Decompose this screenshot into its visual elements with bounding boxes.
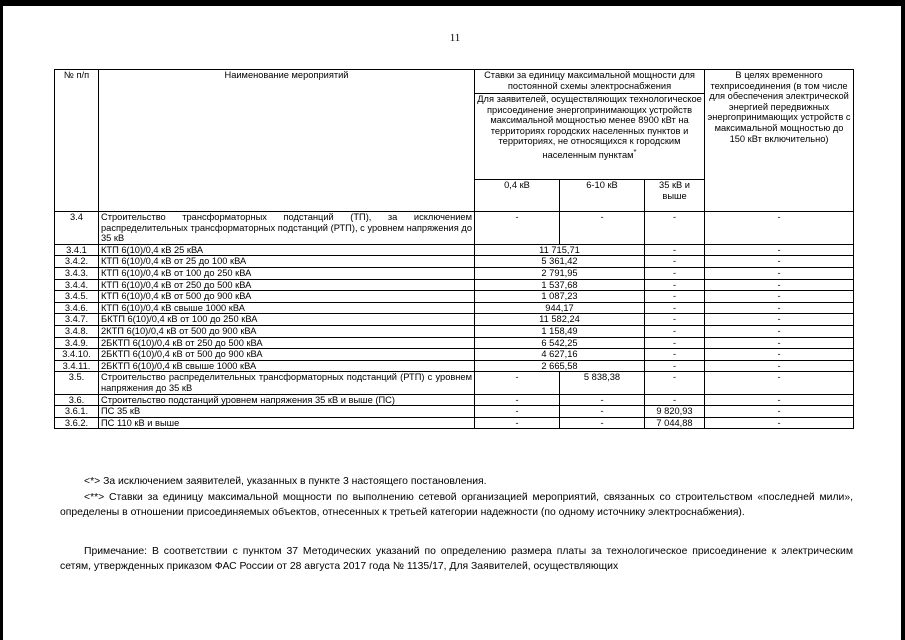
row-value-35kv: - — [645, 256, 705, 268]
row-value-6-10kv: - — [560, 406, 645, 418]
row-value-35kv: 7 044,88 — [645, 417, 705, 429]
row-value-35kv: - — [645, 279, 705, 291]
row-num: 3.5. — [55, 372, 99, 394]
row-name: КТП 6(10)/0,4 кВ 25 кВА — [99, 244, 475, 256]
row-value-temporary: - — [705, 360, 854, 372]
footnote-1: <*> За исключением заявителей, указанных в пункте 3 настоящего постановления. — [84, 476, 487, 487]
page-number: 11 — [449, 32, 461, 44]
table-row — [55, 212, 854, 245]
row-name: КТП 6(10)/0,4 кВ свыше 1000 кВА — [99, 302, 475, 314]
row-name: КТП 6(10)/0,4 кВ от 250 до 500 кВА — [99, 279, 475, 291]
table-row — [55, 279, 854, 291]
row-value-merged: 11 715,71 — [475, 244, 645, 256]
row-value-merged: 1 537,68 — [475, 279, 645, 291]
table-row — [55, 256, 854, 268]
row-num: 3.4.10. — [55, 349, 99, 361]
header-col-35kv: 35 кВ и выше — [645, 180, 705, 212]
row-value-35kv: - — [645, 394, 705, 406]
row-num: 3.4 — [55, 212, 99, 245]
table-row — [55, 360, 854, 372]
row-value-merged: 2 791,95 — [475, 267, 645, 279]
row-value-35kv: - — [645, 360, 705, 372]
row-name: 2БКТП 6(10)/0,4 кВ свыше 1000 кВА — [99, 360, 475, 372]
row-num: 3.4.3. — [55, 267, 99, 279]
row-value-35kv: - — [645, 314, 705, 326]
row-value-temporary: - — [705, 267, 854, 279]
row-name: КТП 6(10)/0,4 кВ от 500 до 900 кВА — [99, 291, 475, 303]
row-value-0-4kv: - — [475, 212, 560, 245]
row-value-35kv: - — [645, 337, 705, 349]
row-value-35kv: 9 820,93 — [645, 406, 705, 418]
row-value-35kv: - — [645, 325, 705, 337]
header-rates-subgroup — [475, 94, 705, 180]
row-num: 3.6.1. — [55, 406, 99, 418]
row-num: 3.4.8. — [55, 325, 99, 337]
row-value-temporary: - — [705, 349, 854, 361]
row-value-35kv: - — [645, 302, 705, 314]
table-row — [55, 372, 854, 394]
row-name: Строительство подстанций уровнем напряжения 35 кВ и выше (ПС) — [99, 394, 475, 406]
row-value-0-4kv: - — [475, 406, 560, 418]
row-num: 3.4.1 — [55, 244, 99, 256]
row-name: КТП 6(10)/0,4 кВ от 100 до 250 кВА — [99, 267, 475, 279]
row-value-6-10kv: - — [560, 417, 645, 429]
table-row — [55, 337, 854, 349]
row-value-6-10kv: - — [560, 212, 645, 245]
header-col-6-10kv: 6-10 кВ — [560, 180, 645, 212]
table-row — [55, 314, 854, 326]
row-value-temporary: - — [705, 325, 854, 337]
footnote-2: <**> Ставки за единицу максимальной мощности по выполнению сетевой организацией мероприятий, связанных со строительством «последней мили», определены в отношении присоединяемых объектов, отнесенных к третьей категории надежности (по одному источнику электроснабжения). — [60, 492, 853, 518]
row-num: 3.6. — [55, 394, 99, 406]
row-num: 3.6.2. — [55, 417, 99, 429]
row-value-6-10kv: 5 838,38 — [560, 372, 645, 394]
table-row — [55, 244, 854, 256]
row-value-temporary: - — [705, 406, 854, 418]
row-name: ПС 110 кВ и выше — [99, 417, 475, 429]
row-value-merged: 5 361,42 — [475, 256, 645, 268]
row-value-merged: 11 582,24 — [475, 314, 645, 326]
row-num: 3.4.9. — [55, 337, 99, 349]
row-name: Строительство распределительных трансформаторных подстанций (РТП) с уровнем напряжения до 35 кВ — [99, 372, 475, 394]
header-rates-group: Ставки за единицу максимальной мощности для постоянной схемы электроснабжения — [475, 70, 705, 94]
note-paragraph: Примечание: В соответствии с пунктом 37 Методических указаний по определению размера платы за технологическое присоединение к электрическим сетям, утвержденных приказом ФАС России от 28 августа 2017 года № 1135/17, Для Заявителей, осуществляющих — [60, 546, 853, 572]
row-value-merged: 6 542,25 — [475, 337, 645, 349]
row-value-temporary: - — [705, 302, 854, 314]
row-value-35kv: - — [645, 267, 705, 279]
header-rates-subgroup-text: Для заявителей, осуществляющих технологическое присоединение энергопринимающих устройств максимальной мощностью менее 8900 кВт на территориях городских населенных пунктов и территориях, не относящихся к городским населенным пунктам — [477, 94, 702, 161]
row-value-temporary: - — [705, 372, 854, 394]
table-row — [55, 394, 854, 406]
header-num: № п/п — [55, 70, 99, 212]
row-name: 2БКТП 6(10)/0,4 кВ от 250 до 500 кВА — [99, 337, 475, 349]
row-value-35kv: - — [645, 244, 705, 256]
row-name: БКТП 6(10)/0,4 кВ от 100 до 250 кВА — [99, 314, 475, 326]
header-rates-subgroup-mark: * — [633, 146, 637, 156]
scan-border-top — [0, 0, 905, 6]
rates-table — [54, 69, 854, 429]
row-value-merged: 4 627,16 — [475, 349, 645, 361]
row-value-35kv: - — [645, 349, 705, 361]
row-value-temporary: - — [705, 279, 854, 291]
scan-border-right — [901, 0, 905, 640]
row-value-temporary: - — [705, 291, 854, 303]
row-num: 3.4.6. — [55, 302, 99, 314]
scan-border-left — [0, 0, 3, 640]
row-num: 3.4.2. — [55, 256, 99, 268]
row-name: ПС 35 кВ — [99, 406, 475, 418]
row-value-temporary: - — [705, 337, 854, 349]
row-value-temporary: - — [705, 212, 854, 245]
row-name: 2БКТП 6(10)/0,4 кВ от 500 до 900 кВА — [99, 349, 475, 361]
row-num: 3.4.7. — [55, 314, 99, 326]
table-row — [55, 417, 854, 429]
row-value-0-4kv: - — [475, 394, 560, 406]
row-value-6-10kv: - — [560, 394, 645, 406]
row-value-temporary: - — [705, 314, 854, 326]
table-row — [55, 349, 854, 361]
table-row — [55, 406, 854, 418]
row-value-merged: 2 665,58 — [475, 360, 645, 372]
row-value-35kv: - — [645, 291, 705, 303]
row-value-temporary: - — [705, 394, 854, 406]
row-value-35kv: - — [645, 212, 705, 245]
row-value-temporary: - — [705, 256, 854, 268]
table-row — [55, 267, 854, 279]
row-value-merged: 944,17 — [475, 302, 645, 314]
header-temporary: В целях временного техприсоединения (в том числе для обеспечения электрической энергией передвижных энергопринимающих устройств с максимальной мощностью до 150 кВт включительно) — [705, 70, 854, 212]
row-name: Строительство трансформаторных подстанций (ТП), за исключением распределительных трансформаторных подстанций (РТП), с уровнем напряжения до 35 кВ — [99, 212, 475, 245]
row-value-0-4kv: - — [475, 417, 560, 429]
row-num: 3.4.5. — [55, 291, 99, 303]
row-value-0-4kv: - — [475, 372, 560, 394]
header-name: Наименование мероприятий — [99, 70, 475, 212]
row-value-merged: 1 087,23 — [475, 291, 645, 303]
table-row — [55, 325, 854, 337]
row-name: 2КТП 6(10)/0,4 кВ от 500 до 900 кВА — [99, 325, 475, 337]
row-num: 3.4.11. — [55, 360, 99, 372]
row-value-temporary: - — [705, 244, 854, 256]
row-value-temporary: - — [705, 417, 854, 429]
table-row — [55, 302, 854, 314]
row-name: КТП 6(10)/0,4 кВ от 25 до 100 кВА — [99, 256, 475, 268]
row-value-merged: 1 158,49 — [475, 325, 645, 337]
row-value-35kv: - — [645, 372, 705, 394]
header-col-0-4kv: 0,4 кВ — [475, 180, 560, 212]
table-row — [55, 291, 854, 303]
row-num: 3.4.4. — [55, 279, 99, 291]
